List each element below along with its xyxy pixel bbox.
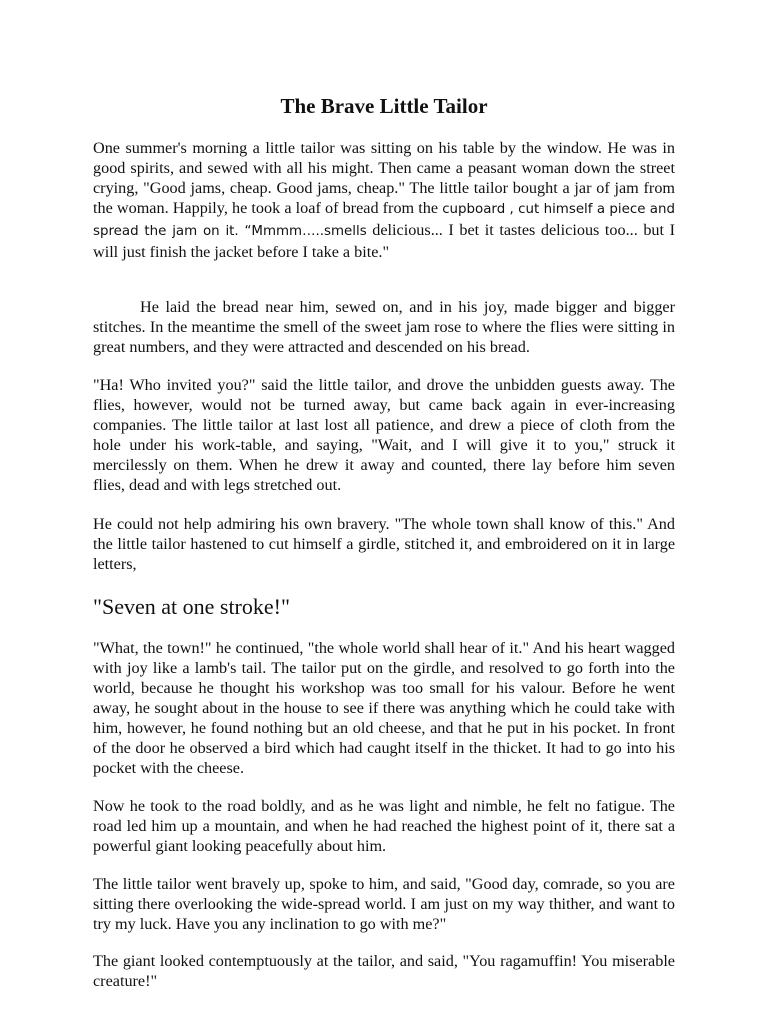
paragraph-4: He could not help admiring his own bravery. "The whole town shall know of this." And the little tailor hastened to cut himself a girdle, stitched it, and embroidered on it in large letters, <box>93 515 675 573</box>
paragraph-1-part-b: cupboard , cut himself a piece and spread the jam on it. “Mmmm…..smells <box>93 202 675 239</box>
paragraph-7: The little tailor went bravely up, spoke to him, and said, "Good day, comrade, so you are sitting there overlooking the wide-spread world. I am just on my way thither, and want to try my luck. Have you any inclination to go with me?" <box>93 875 675 933</box>
paragraph-3: "Ha! Who invited you?" said the little tailor, and drove the unbidden guests away. The flies, however, would not be turned away, but came back again in ever-increasing companies. The little tailor at last lost all patience, and drew a piece of cloth from the hole under his work-table, and saying, "Wait, and I will give it to you," struck it mercilessly on them. When he drew it away and counted, there lay before him seven flies, dead and with legs stretched out. <box>93 376 675 494</box>
paragraph-1 <box>93 138 675 262</box>
motto-heading: "Seven at one stroke!" <box>93 594 290 619</box>
paragraph-2: He laid the bread near him, sewed on, and in his joy, made bigger and bigger stitches. In the meantime the smell of the sweet jam rose to where the flies were sitting in great numbers, and they were attracted and descended on his bread. <box>93 298 675 356</box>
paragraph-8: The giant looked contemptuously at the tailor, and said, "You ragamuffin! You miserable creature!" <box>93 952 675 990</box>
page-title: The Brave Little Tailor <box>280 94 488 118</box>
paragraph-6: Now he took to the road boldly, and as he was light and nimble, he felt no fatigue. The road led him up a mountain, and when he had reached the highest point of it, there sat a powerful giant looking peacefully about him. <box>93 797 675 855</box>
paragraph-5: "What, the town!" he continued, "the whole world shall hear of it." And his heart wagged with joy like a lamb's tail. The tailor put on the girdle, and resolved to go forth into the world, because he thought his workshop was too small for his valour. Before he went away, he sought about in the house to see if there was anything which he could take with him, however, he found nothing but an old cheese, and that he put in his pocket. In front of the door he observed a bird which had caught itself in the thicket. It had to go into his pocket with the cheese. <box>93 639 675 777</box>
paragraph-1-part-a: One summer's morning a little tailor was sitting on his table by the window. He was in good spirits, and sewed with all his might. Then came a peasant woman down the street crying, "Good jams, cheap. Good jams, cheap." The little tailor bought a jar of jam from the woman. Happily, he took a loaf of bread from the <box>93 139 675 217</box>
paragraph-1-part-c: delicious... I bet it tastes delicious too... but I will just finish the jacket before I take a bite." <box>93 221 675 261</box>
